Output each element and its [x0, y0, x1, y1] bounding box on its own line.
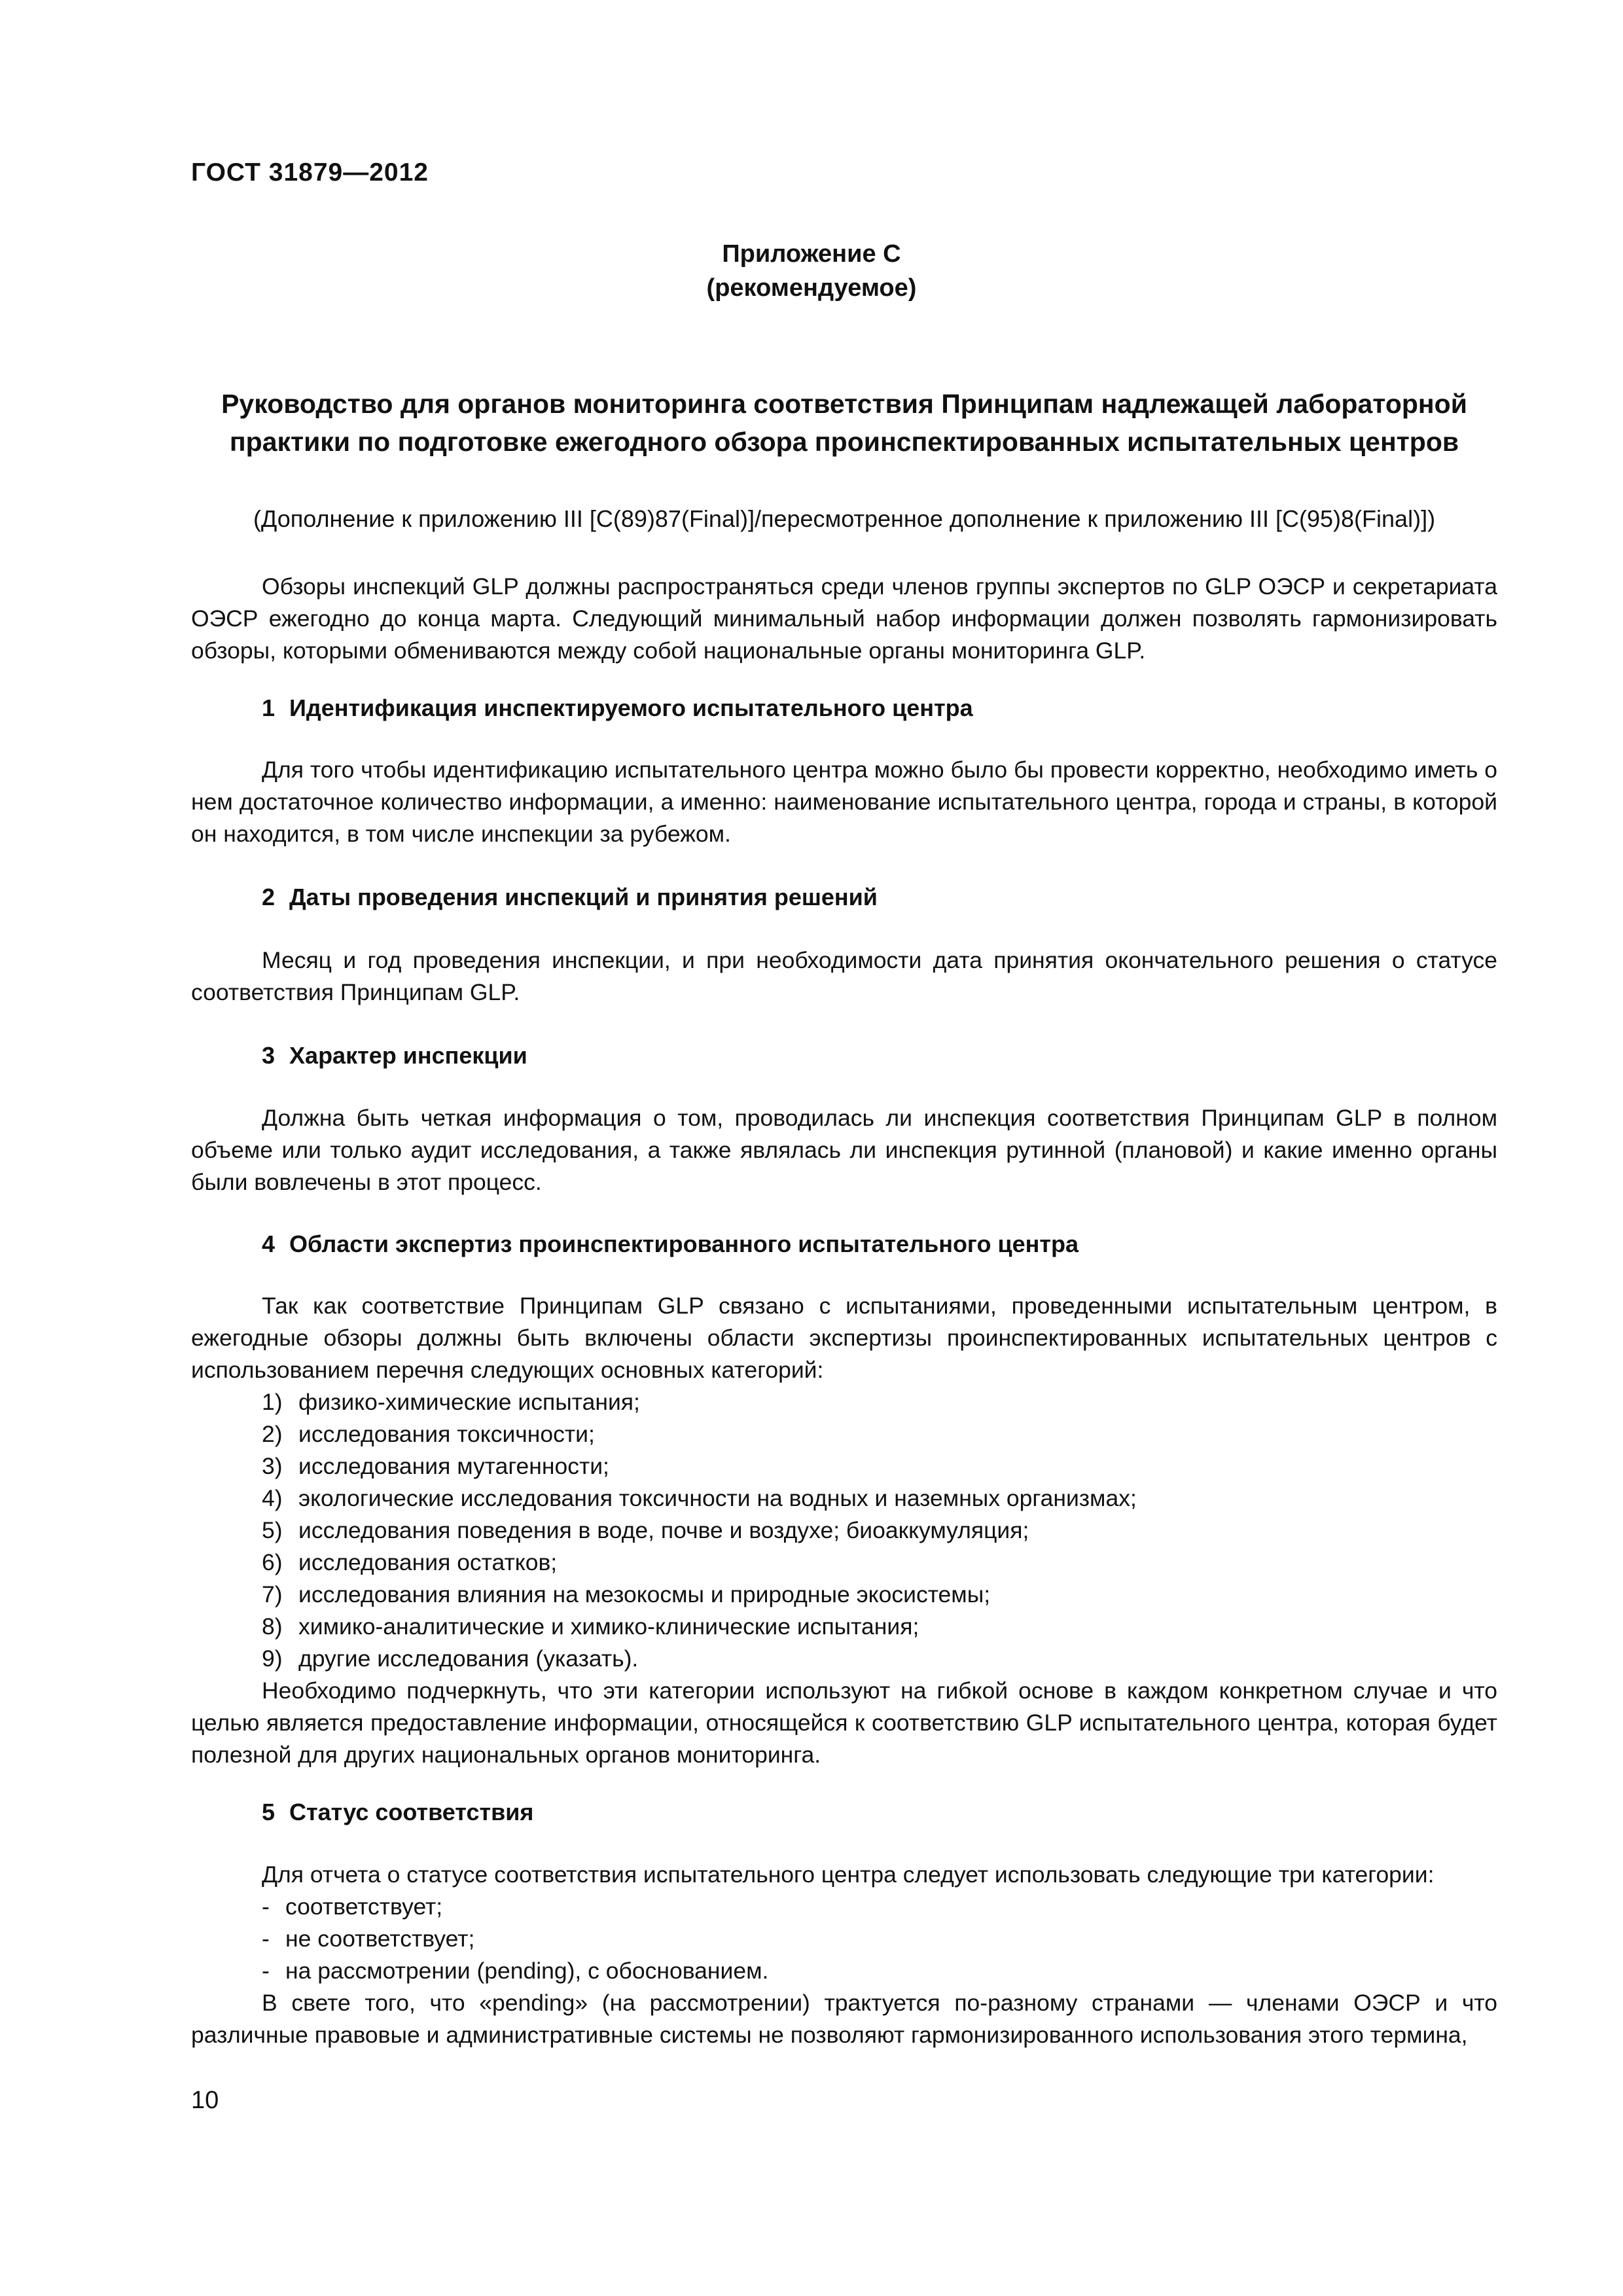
section-title: Даты проведения инспекций и принятия решений — [289, 884, 878, 910]
list-marker: - — [262, 1926, 270, 1952]
list-item — [262, 1547, 1497, 1579]
list-item — [262, 1482, 1497, 1515]
page-number: 10 — [191, 2087, 219, 2114]
list-marker: 8) — [262, 1613, 283, 1640]
list-marker: - — [262, 1893, 270, 1920]
section-3-heading — [262, 1040, 527, 1071]
document-subtitle: (Дополнение к приложению III [C(89)87(Final)]/пересмотренное дополнение к приложению III [C(95)8(Final)]) — [253, 505, 1436, 532]
list-marker: - — [262, 1958, 270, 1984]
list-item — [262, 1579, 1497, 1611]
list-marker: 9) — [262, 1645, 283, 1672]
list-item-text: физико-химические испытания; — [298, 1389, 640, 1415]
section-5-text: Для отчета о статусе соответствия испытательного центра следует использовать следующие три категории: — [262, 1861, 1435, 1888]
section-4-heading — [262, 1229, 1079, 1260]
section-number: 5 — [262, 1799, 276, 1825]
section-5-after-text: В свете того, что «pending» (на рассмотрении) трактуется по-разному странами — членами ОЭСР и что различные правовые и административные системы не позволяют гармонизированного использования этого термина, — [191, 1990, 1497, 2048]
section-number: 2 — [262, 884, 276, 910]
section-5-status-list — [262, 1891, 1497, 1987]
section-2-text: Месяц и год проведения инспекции, и при необходимости дата принятия окончательного решения о статусе соответствия Принципам GLP. — [191, 947, 1497, 1005]
list-item-text: химико-аналитические и химико-клинические испытания; — [298, 1613, 919, 1640]
list-item-text: экологические исследования токсичности на водных и наземных организмах; — [298, 1485, 1137, 1511]
section-4-category-list — [262, 1386, 1497, 1675]
list-item — [262, 1418, 1497, 1450]
section-title: Идентификация инспектируемого испытательного центра — [289, 694, 973, 721]
list-item-text: на рассмотрении (pending), с обоснованием. — [285, 1958, 769, 1984]
list-item — [262, 1450, 1497, 1482]
list-item-text: исследования влияния на мезокосмы и природные экосистемы; — [298, 1581, 991, 1607]
section-5-heading — [262, 1797, 533, 1828]
list-item — [262, 1643, 1497, 1675]
section-title: Области экспертиз проинспектированного испытательного центра — [289, 1230, 1079, 1257]
document-header: ГОСТ 31879—2012 — [191, 158, 429, 187]
list-item-text: другие исследования (указать). — [298, 1645, 639, 1672]
section-2-heading — [262, 882, 878, 913]
list-item — [262, 1955, 1497, 1987]
list-marker: 3) — [262, 1453, 283, 1479]
list-item — [262, 1386, 1497, 1418]
section-1-heading — [262, 692, 973, 724]
section-4-after-text: Необходимо подчеркнуть, что эти категории используют на гибкой основе в каждом конкретном случае и что целью является предоставление информации, относящейся к соответствию GLP испытательного центра, которая будет полезной для других национальных органов мониторинга. — [191, 1677, 1497, 1768]
list-item-text: не соответствует; — [285, 1926, 475, 1952]
list-marker: 4) — [262, 1485, 283, 1511]
section-1-text: Для того чтобы идентификацию испытательного центра можно было бы провести корректно, необходимо иметь о нем достаточное количество информации, а именно: наименование испытательного центра, города и страны, в которой он находится, в том числе инспекции за рубежом. — [191, 757, 1497, 847]
list-marker: 7) — [262, 1581, 283, 1607]
section-number: 1 — [262, 694, 276, 721]
appendix-type: (рекомендуемое) — [706, 274, 917, 302]
section-3-text: Должна быть четкая информация о том, проводилась ли инспекция соответствия Принципам GLP в полном объеме или только аудит исследования, а также являлась ли инспекция рутинной (плановой) и какие именно органы были вовлечены в этот процесс. — [191, 1105, 1497, 1195]
list-item-text: исследования поведения в воде, почве и воздухе; биоаккумуляция; — [298, 1517, 1029, 1543]
intro-paragraph: Обзоры инспекций GLP должны распространяться среди членов группы экспертов по GLP ОЭСР и секретариата ОЭСР ежегодно до конца марта. Следующий минимальный набор информации должен позволять гармонизировать обзоры, которыми обмениваются между собой национальные органы мониторинга GLP. — [191, 573, 1497, 664]
section-title: Статус соответствия — [289, 1799, 534, 1825]
list-marker: 2) — [262, 1421, 283, 1447]
list-marker: 6) — [262, 1549, 283, 1575]
section-4-text: Так как соответствие Принципам GLP связано с испытаниями, проведенными испытательным центром, в ежегодные обзоры должны быть включены области экспертизы проинспектированных испытательных центров с использованием перечня следующих основных категорий: — [191, 1293, 1497, 1383]
section-number: 3 — [262, 1042, 276, 1069]
section-title: Характер инспекции — [289, 1042, 527, 1069]
list-item-text: исследования остатков; — [298, 1549, 558, 1575]
list-item — [262, 1923, 1497, 1955]
section-number: 4 — [262, 1230, 276, 1257]
list-item — [262, 1611, 1497, 1643]
list-item-text: исследования токсичности; — [298, 1421, 595, 1447]
list-item — [262, 1515, 1497, 1547]
document-title: Руководство для органов мониторинга соответствия Принципам надлежащей лабораторной практики по подготовке ежегодного обзора проинспектированных испытательных центров — [221, 389, 1467, 457]
list-marker: 1) — [262, 1389, 283, 1415]
list-item-text: соответствует; — [285, 1893, 443, 1920]
list-item-text: исследования мутагенности; — [298, 1453, 609, 1479]
appendix-label: Приложение С — [722, 240, 901, 268]
list-marker: 5) — [262, 1517, 283, 1543]
list-item — [262, 1891, 1497, 1923]
